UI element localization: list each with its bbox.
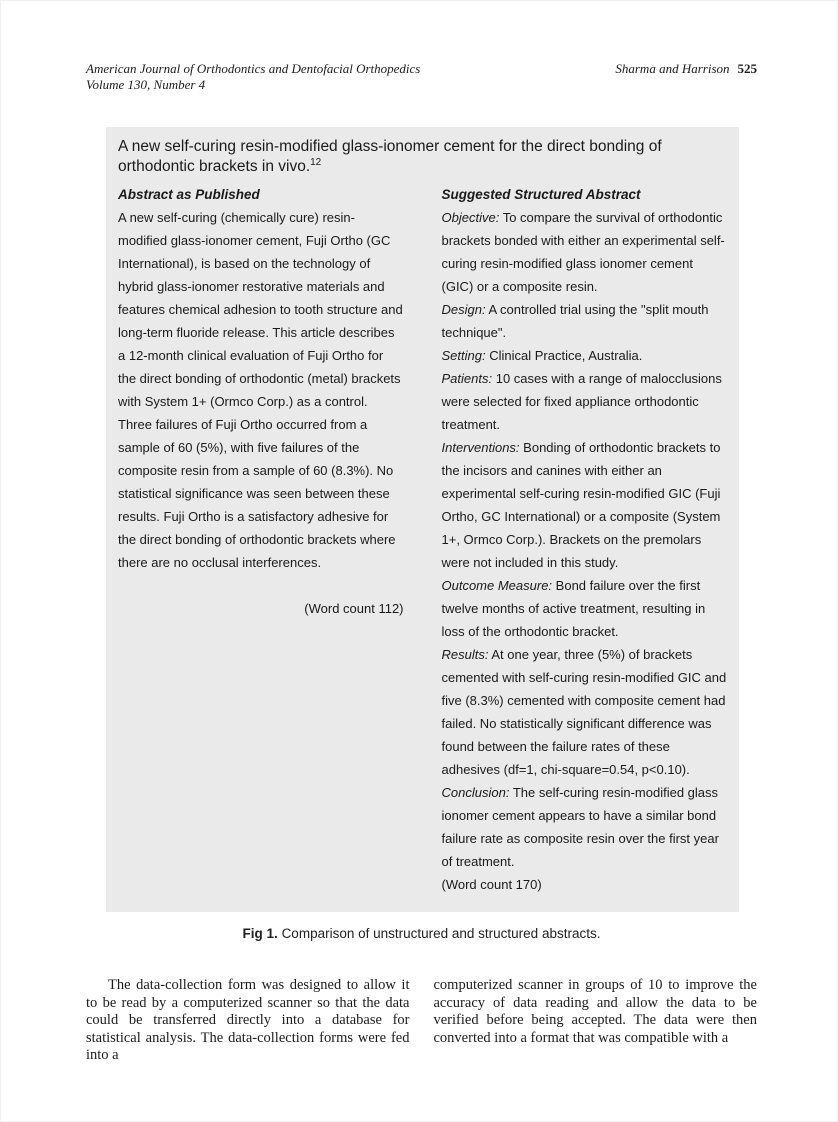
section-text: At one year, three (5%) of brackets cemented with self-curing resin-modified GIC and five (8.3%) cemented with composite cement had failed. No statistically significant difference was found between the failure rates of these adhesives (df=1, chi-square=0.54, p<0.10). (441, 647, 727, 777)
section-text: A controlled trial using the "split mouth technique". (441, 302, 709, 340)
section-label: Objective: (441, 210, 500, 225)
abstract-published-text: A new self-curing (chemically cure) resin-modified glass-ionomer cement, Fuji Ortho (GC International), is based on the technology of hybrid glass-ionomer restorative materials and features chemical adhesion to tooth structure and long-term fluoride release. This article describes a 12-month clinical evaluation of Fuji Ortho for the direct bonding of orthodontic (metal) brackets with System 1+ (Ormco Corp.) as a control. Three failures of Fuji Ortho occurred from a sample of 60 (5%), with five failures of the composite resin from a sample of 60 (8.3%). No statistical significance was seen between these results. Fuji Ortho is a satisfactory adhesive for the direct bonding of orthodontic brackets where there are no occlusal interferences. (118, 210, 403, 570)
body-paragraph-left: The data-collection form was designed to allow it to be read by a computerized scanner so that the data could be transferred directly into a database for statistical analysis. The data-collection forms were fed into a (86, 977, 410, 1063)
page-number: 525 (737, 61, 757, 76)
section-text: The self-curing resin-modified glass ionomer cement appears to have a similar bond failure rate as composite resin over the first year of treatment. (441, 785, 719, 869)
body-text (86, 977, 757, 1065)
figure-title-text: A new self-curing resin-modified glass-ionomer cement for the direct bonding of orthodontic brackets in vivo. (118, 138, 662, 175)
abstract-published-heading: Abstract as Published (118, 187, 260, 202)
abstract-published-column (118, 183, 404, 896)
word-count-structured: (Word count 170) (441, 877, 542, 892)
section-patients (442, 367, 728, 436)
figure-box (106, 127, 739, 912)
body-column-right (434, 977, 758, 1065)
section-objective (442, 206, 728, 298)
section-label: Setting: (441, 348, 486, 363)
section-label: Conclusion: (441, 785, 510, 800)
section-setting (442, 344, 728, 367)
journal-title: American Journal of Orthodontics and Dentofacial Orthopedics (86, 61, 421, 76)
section-label: Interventions: (441, 440, 520, 455)
word-count-published: (Word count 112) (304, 601, 404, 616)
section-text: Bonding of orthodontic brackets to the incisors and canines with either an experimental self-curing resin-modified GIC (Fuji Ortho, GC International) or a composite (System 1+, Ormco Corp.). Brackets on the premolars were not included in this study. (441, 440, 721, 570)
section-outcome-measure (442, 574, 728, 643)
caption-text: Comparison of unstructured and structured abstracts. (281, 926, 601, 941)
journal-volume-line: Volume 130, Number 4 (86, 77, 206, 92)
structured-abstract-heading: Suggested Structured Abstract (441, 187, 641, 202)
body-column-left (86, 977, 410, 1065)
section-label: Patients: (441, 371, 493, 386)
section-conclusion (442, 781, 728, 873)
figure-title (118, 137, 727, 177)
structured-abstract-column (442, 183, 728, 896)
section-interventions (442, 436, 728, 574)
section-label: Outcome Measure: (441, 578, 553, 593)
section-label: Results: (441, 647, 489, 662)
journal-title-block (86, 61, 420, 93)
section-text: Bond failure over the first twelve months of active treatment, resulting in loss of the orthodontic bracket. (441, 578, 706, 639)
running-head (615, 61, 757, 77)
body-paragraph-right: computerized scanner in groups of 10 to improve the accuracy of data reading and allow the data to be verified before being accepted. The data were then converted into a format that was compatible with a (433, 977, 757, 1046)
section-text: To compare the survival of orthodontic brackets bonded with either an experimental self-curing resin-modified glass ionomer cement (GIC) or a composite resin. (441, 210, 725, 294)
section-design (442, 298, 728, 344)
caption-label: Fig 1. (242, 926, 278, 941)
authors: Sharma and Harrison (615, 61, 730, 76)
section-text: 10 cases with a range of malocclusions were selected for fixed appliance orthodontic treatment. (441, 371, 722, 432)
section-text: Clinical Practice, Australia. (489, 348, 643, 363)
figure-caption (86, 926, 757, 941)
section-results (442, 643, 728, 781)
section-label: Design: (441, 302, 486, 317)
figure-title-superscript: 12 (310, 156, 322, 168)
journal-header (86, 61, 757, 93)
figure-columns (118, 183, 727, 896)
